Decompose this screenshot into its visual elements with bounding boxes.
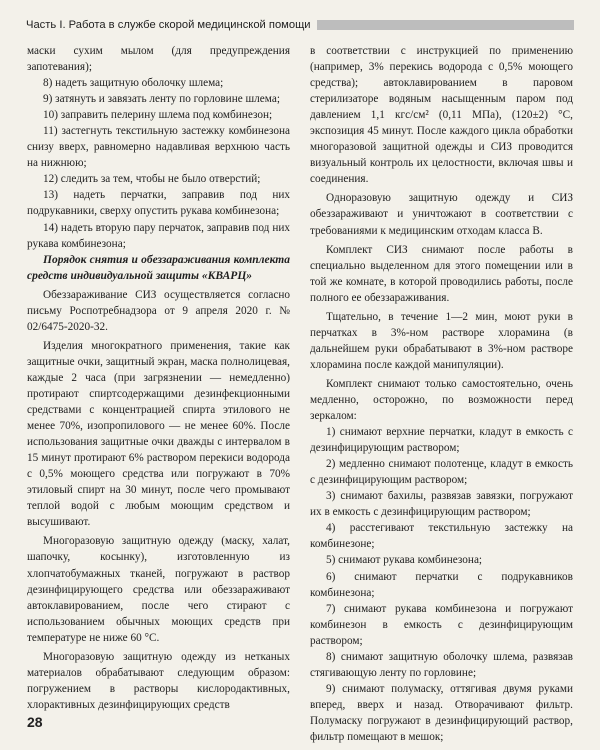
list-item: 3) снимают бахилы, развязав завязки, погружают их в емкость с дезинфицирующим раствором; — [310, 490, 573, 519]
list-item: 1) снимают верхние перчатки, кладут в емкость с дезинфицирующим раствором; — [310, 426, 573, 455]
header-rule — [317, 20, 574, 30]
paragraph: в соответствии с инструкцией по применению (например, 3% перекись водорода с 0,5% моющего средства); автоклавированием в паровом стерилизаторе водяным насыщенным паром под давлением 1,1 кгс/см² (0,11 МПа), (120±2) °C, экспозиция 45 минут. После каждого цикла обработки многоразовой защитной одежды и СИЗ проводится визуальный контроль их целостности, включая швы и соединения. — [310, 45, 573, 186]
list-item: 12) следить за тем, чтобы не было отверстий; — [43, 173, 261, 186]
paragraph: Одноразовую защитную одежду и СИЗ обеззараживают и уничтожают в соответствии с требованиями к медицинским отходам класса В. — [310, 192, 573, 237]
list-item: 13) надеть перчатки, заправив под них подрукавники, сверху опустить рукава комбинезона; — [27, 189, 290, 218]
running-header-title: Часть I. Работа в службе скорой медицинской помощи — [26, 19, 311, 31]
list-item: 6) снимают перчатки с подрукавников комбинезона; — [310, 570, 573, 599]
paragraph: Многоразовую защитную одежду (маску, халат, шапочку, косынку), изготовленную из хлопчатобумажных тканей, погружают в раствор дезинфицирующего средства или обеззараживают автоклавированием, после чего стирают с использованием обычных моющих средств при температуре не ниже 60 °C. — [27, 535, 290, 644]
list-item: 5) снимают рукава комбинезона; — [326, 554, 483, 567]
list-item: 4) расстегивают текстильную застежку на комбинезоне; — [310, 522, 573, 551]
list-item: 14) надеть вторую пару перчаток, заправив под них рукава комбинезона; — [27, 221, 290, 250]
paragraph: Комплект снимают только самостоятельно, очень медленно, осторожно, по возможности перед зеркалом: — [310, 377, 573, 423]
left-column — [27, 43, 290, 715]
list-item: 10) заправить пелерину шлема под комбинезон; — [43, 109, 273, 122]
list-item: 2) медленно снимают полотенце, кладут в емкость с дезинфицирующим раствором; — [310, 458, 573, 487]
paragraph: Обеззараживание СИЗ осуществляется согласно письму Роспотребнадзора от 9 апреля 2020 г. № 02/6475-2020-32. — [27, 288, 290, 333]
paragraph: Комплект СИЗ снимают после работы в специально выделенном для этого помещении или в той же комнате, в которой проводились работы, после полного ее обеззараживания. — [310, 243, 573, 304]
section-heading: Порядок снятия и обеззараживания комплекта средств индивидуальной защиты «КВАРЦ» — [27, 253, 290, 282]
page-number: 28 — [27, 714, 43, 730]
list-item: 8) снимают защитную оболочку шлема, развязав стягивающую ленту по горловине; — [310, 650, 573, 679]
paragraph: маски сухим мылом (для предупреждения запотевания); — [27, 45, 290, 74]
list-item: 9) затянуть и завязать ленту по горловине шлема; — [43, 93, 280, 106]
list-item: 7) снимают рукава комбинезона и погружают комбинезон в емкость с дезинфицирующим раствором; — [310, 602, 573, 647]
running-header — [26, 14, 574, 36]
list-item: 11) застегнуть текстильную застежку комбинезона снизу вверх, равномерно надавливая верхнюю часть на нижнюю; — [27, 125, 290, 170]
right-column — [310, 43, 573, 743]
list-item: 9) снимают полумаску, оттягивая двумя руками вперед, вверх и назад. Отворачивают фильтр. Полумаску погружают в дезинфицирующий раствор, фильтр помещают в мешок; — [310, 682, 573, 743]
paragraph: Многоразовую защитную одежду из нетканых материалов обрабатывают следующим образом: погружением в растворы кислородактивных, хлорактивных дезинфицирующих средств — [27, 650, 290, 711]
paragraph: Изделия многократного применения, такие как защитные очки, защитный экран, маска полнолицевая, каждые 2 часа (при загрязнении — немедленно) протирают спиртсодержащими дезинфекционными средствами с концентрацией спирта этилового не менее 70%, изопропилового — не менее 60%. После использования защитные очки дважды с интервалом в 15 минут протирают 6% раствором перекиси водорода с 0,5% моющего средства или погружают в 70% этиловый спирт на 30 минут, после чего промывают теплой водой с любым моющим средством и высушивают. — [27, 339, 290, 529]
list-item: 8) надеть защитную оболочку шлема; — [43, 77, 224, 90]
paragraph: Тщательно, в течение 1—2 мин, моют руки в перчатках в 3%-ном растворе хлорамина (в дальнейшем руки обрабатывают в 3%-ном растворе хлорамина после каждой манипуляции). — [310, 310, 573, 371]
